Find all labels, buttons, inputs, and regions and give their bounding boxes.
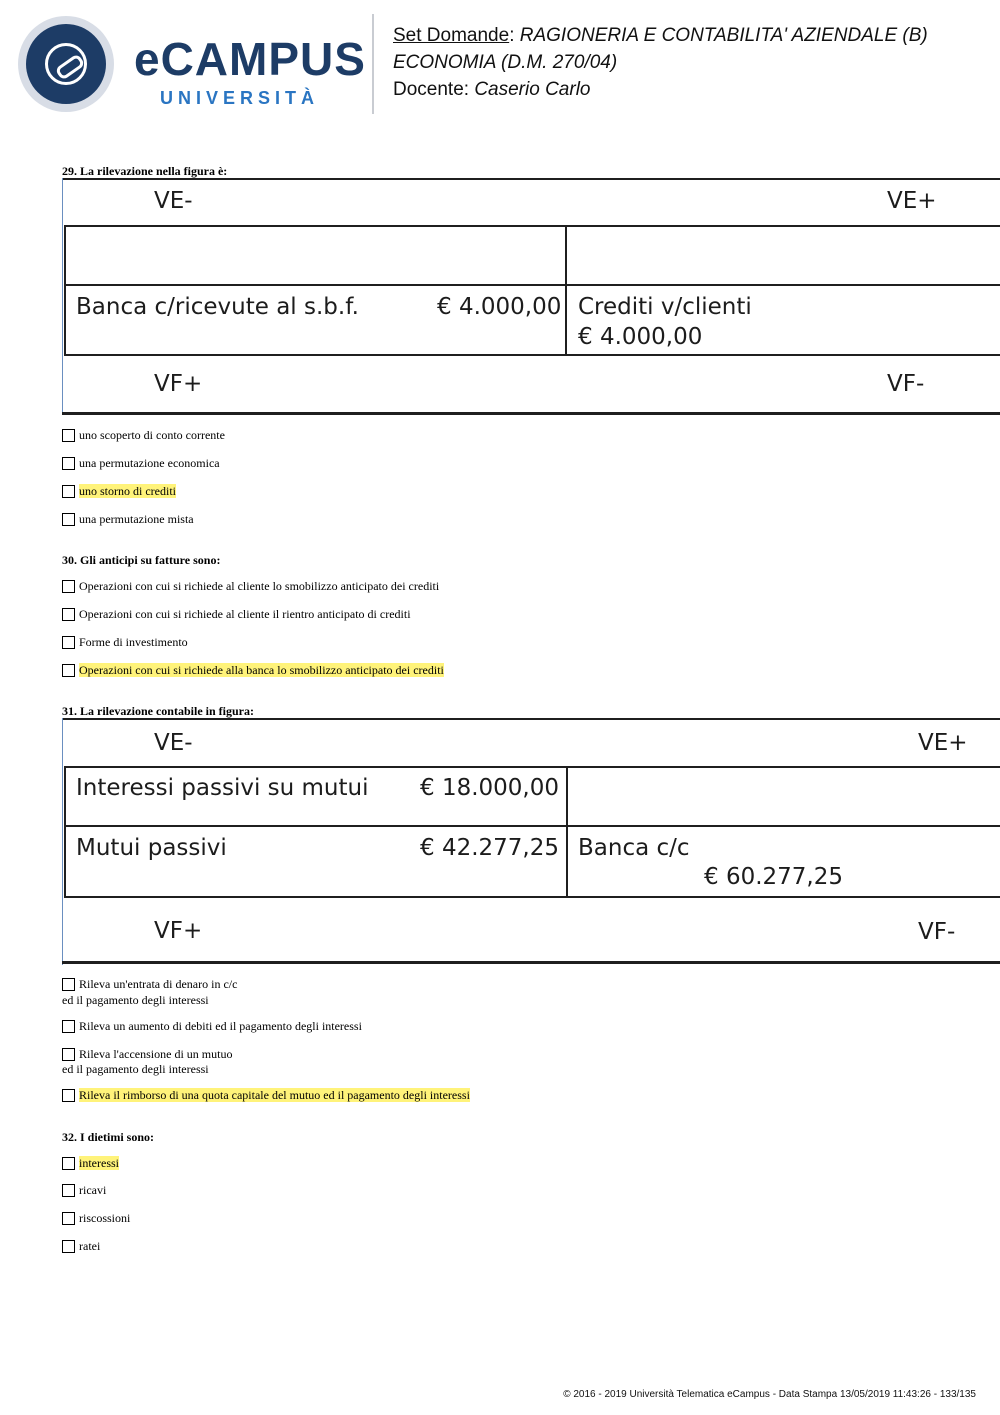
header-divider bbox=[372, 14, 374, 114]
checkbox[interactable] bbox=[62, 664, 75, 677]
answer-text: ratei bbox=[79, 1239, 101, 1253]
answer-text: Rileva l'accensione di un mutuo bbox=[79, 1047, 233, 1061]
question-29-title: 29. La rilevazione nella figura è: bbox=[62, 164, 228, 178]
answer-text: Rileva un aumento di debiti ed il pagamento degli interessi bbox=[79, 1019, 362, 1033]
fig29-ve-minus: VE- bbox=[154, 188, 193, 214]
fig31-row2-right-label: Banca c/c bbox=[578, 835, 690, 861]
answer-option-correct[interactable] bbox=[62, 663, 444, 678]
answer-option[interactable] bbox=[62, 1183, 106, 1198]
fig31-row2-right-value: € 60.277,25 bbox=[704, 864, 843, 890]
fig31-ve-plus: VE+ bbox=[918, 730, 968, 756]
answer-option[interactable] bbox=[62, 456, 220, 471]
checkbox[interactable] bbox=[62, 978, 75, 991]
fig31-vf-minus: VF- bbox=[918, 919, 956, 945]
checkbox[interactable] bbox=[62, 429, 75, 442]
fig31-ve-minus: VE- bbox=[154, 730, 193, 756]
checkbox[interactable] bbox=[62, 1240, 75, 1253]
set-label: Set Domande bbox=[393, 25, 510, 46]
answer-option[interactable] bbox=[62, 579, 439, 594]
fig31-row2-left-value: € 42.277,25 bbox=[420, 835, 559, 861]
question-30-title: 30. Gli anticipi su fatture sono: bbox=[62, 553, 221, 567]
ecampus-logo-icon bbox=[18, 16, 114, 112]
answer-text-continuation: ed il pagamento degli interessi bbox=[62, 993, 209, 1007]
answer-text-highlighted: uno storno di crediti bbox=[79, 484, 176, 498]
answer-text: una permutazione mista bbox=[79, 512, 194, 526]
answer-text: ricavi bbox=[79, 1183, 107, 1197]
answer-text: riscossioni bbox=[79, 1211, 131, 1225]
answer-option-correct[interactable] bbox=[62, 1156, 119, 1171]
answer-option[interactable] bbox=[62, 1239, 100, 1254]
course-name: RAGIONERIA E CONTABILITA' AZIENDALE (B) bbox=[519, 25, 928, 46]
course-degree: ECONOMIA (D.M. 270/04) bbox=[393, 52, 618, 73]
answer-option[interactable] bbox=[62, 977, 237, 992]
course-title-line1: Set Domande: RAGIONERIA E CONTABILITA' AZIENDALE (B) bbox=[393, 25, 928, 46]
fig31-row2-left-label: Mutui passivi bbox=[76, 835, 227, 861]
checkbox[interactable] bbox=[62, 457, 75, 470]
fig29-ve-plus: VE+ bbox=[887, 188, 937, 214]
checkbox[interactable] bbox=[62, 1157, 75, 1170]
answer-text: Operazioni con cui si richiede al cliente lo smobilizzo anticipato dei crediti bbox=[79, 579, 440, 593]
answer-text-highlighted: Rileva il rimborso di una quota capitale del mutuo ed il pagamento degli interessi bbox=[79, 1088, 470, 1102]
fig29-row-right-label: Crediti v/clienti bbox=[578, 294, 752, 320]
answer-option[interactable] bbox=[62, 635, 188, 650]
answer-option[interactable] bbox=[62, 1211, 130, 1226]
question-31-title: 31. La rilevazione contabile in figura: bbox=[62, 704, 254, 718]
checkbox[interactable] bbox=[62, 608, 75, 621]
checkbox[interactable] bbox=[62, 1020, 75, 1033]
checkbox[interactable] bbox=[62, 1048, 75, 1061]
fig29-row-left-label: Banca c/ricevute al s.b.f. bbox=[76, 294, 359, 320]
checkbox[interactable] bbox=[62, 1184, 75, 1197]
fig29-row-right-value: € 4.000,00 bbox=[578, 324, 703, 350]
docente-name: Caserio Carlo bbox=[474, 79, 591, 100]
docente-line bbox=[393, 80, 590, 99]
answer-text: Forme di investimento bbox=[79, 635, 188, 649]
page-footer: © 2016 - 2019 Università Telematica eCampus - Data Stampa 13/05/2019 11:43:26 - 133/135 bbox=[563, 1389, 976, 1400]
fig31-row1-left-value: € 18.000,00 bbox=[420, 775, 559, 801]
question-29-figure bbox=[62, 178, 1000, 415]
fig29-vf-plus: VF+ bbox=[154, 371, 203, 397]
course-title-line2 bbox=[393, 53, 617, 72]
answer-text: uno scoperto di conto corrente bbox=[79, 428, 225, 442]
question-31-figure bbox=[62, 718, 1000, 965]
fig31-vf-plus: VF+ bbox=[154, 918, 203, 944]
checkbox[interactable] bbox=[62, 1212, 75, 1225]
answer-option-correct[interactable] bbox=[62, 484, 176, 499]
answer-text: una permutazione economica bbox=[79, 456, 220, 470]
answer-option[interactable] bbox=[62, 607, 411, 622]
checkbox[interactable] bbox=[62, 485, 75, 498]
fig31-row1-left-label: Interessi passivi su mutui bbox=[76, 775, 369, 801]
answer-option-correct[interactable] bbox=[62, 1088, 470, 1103]
answer-text: Rileva un'entrata di denaro in c/c bbox=[79, 977, 238, 991]
brand-subtitle: UNIVERSITÀ bbox=[160, 88, 320, 108]
answer-text-highlighted: Operazioni con cui si richiede alla banca lo smobilizzo anticipato dei crediti bbox=[79, 663, 444, 677]
checkbox[interactable] bbox=[62, 1089, 75, 1102]
docente-label: Docente: bbox=[393, 79, 470, 100]
fig29-row-left-value: € 4.000,00 bbox=[437, 294, 562, 320]
checkbox[interactable] bbox=[62, 513, 75, 526]
checkbox[interactable] bbox=[62, 636, 75, 649]
fig29-vf-minus: VF- bbox=[887, 371, 925, 397]
answer-option[interactable] bbox=[62, 512, 194, 527]
answer-text-highlighted: interessi bbox=[79, 1156, 119, 1170]
brand-name: eCAMPUS bbox=[134, 33, 366, 85]
checkbox[interactable] bbox=[62, 580, 75, 593]
question-32-title: 32. I dietimi sono: bbox=[62, 1130, 155, 1144]
answer-option[interactable] bbox=[62, 1019, 362, 1034]
answer-text: Operazioni con cui si richiede al cliente il rientro anticipato di crediti bbox=[79, 607, 411, 621]
answer-option[interactable] bbox=[62, 1047, 232, 1062]
answer-text-continuation: ed il pagamento degli interessi bbox=[62, 1062, 209, 1076]
answer-option[interactable] bbox=[62, 428, 225, 443]
